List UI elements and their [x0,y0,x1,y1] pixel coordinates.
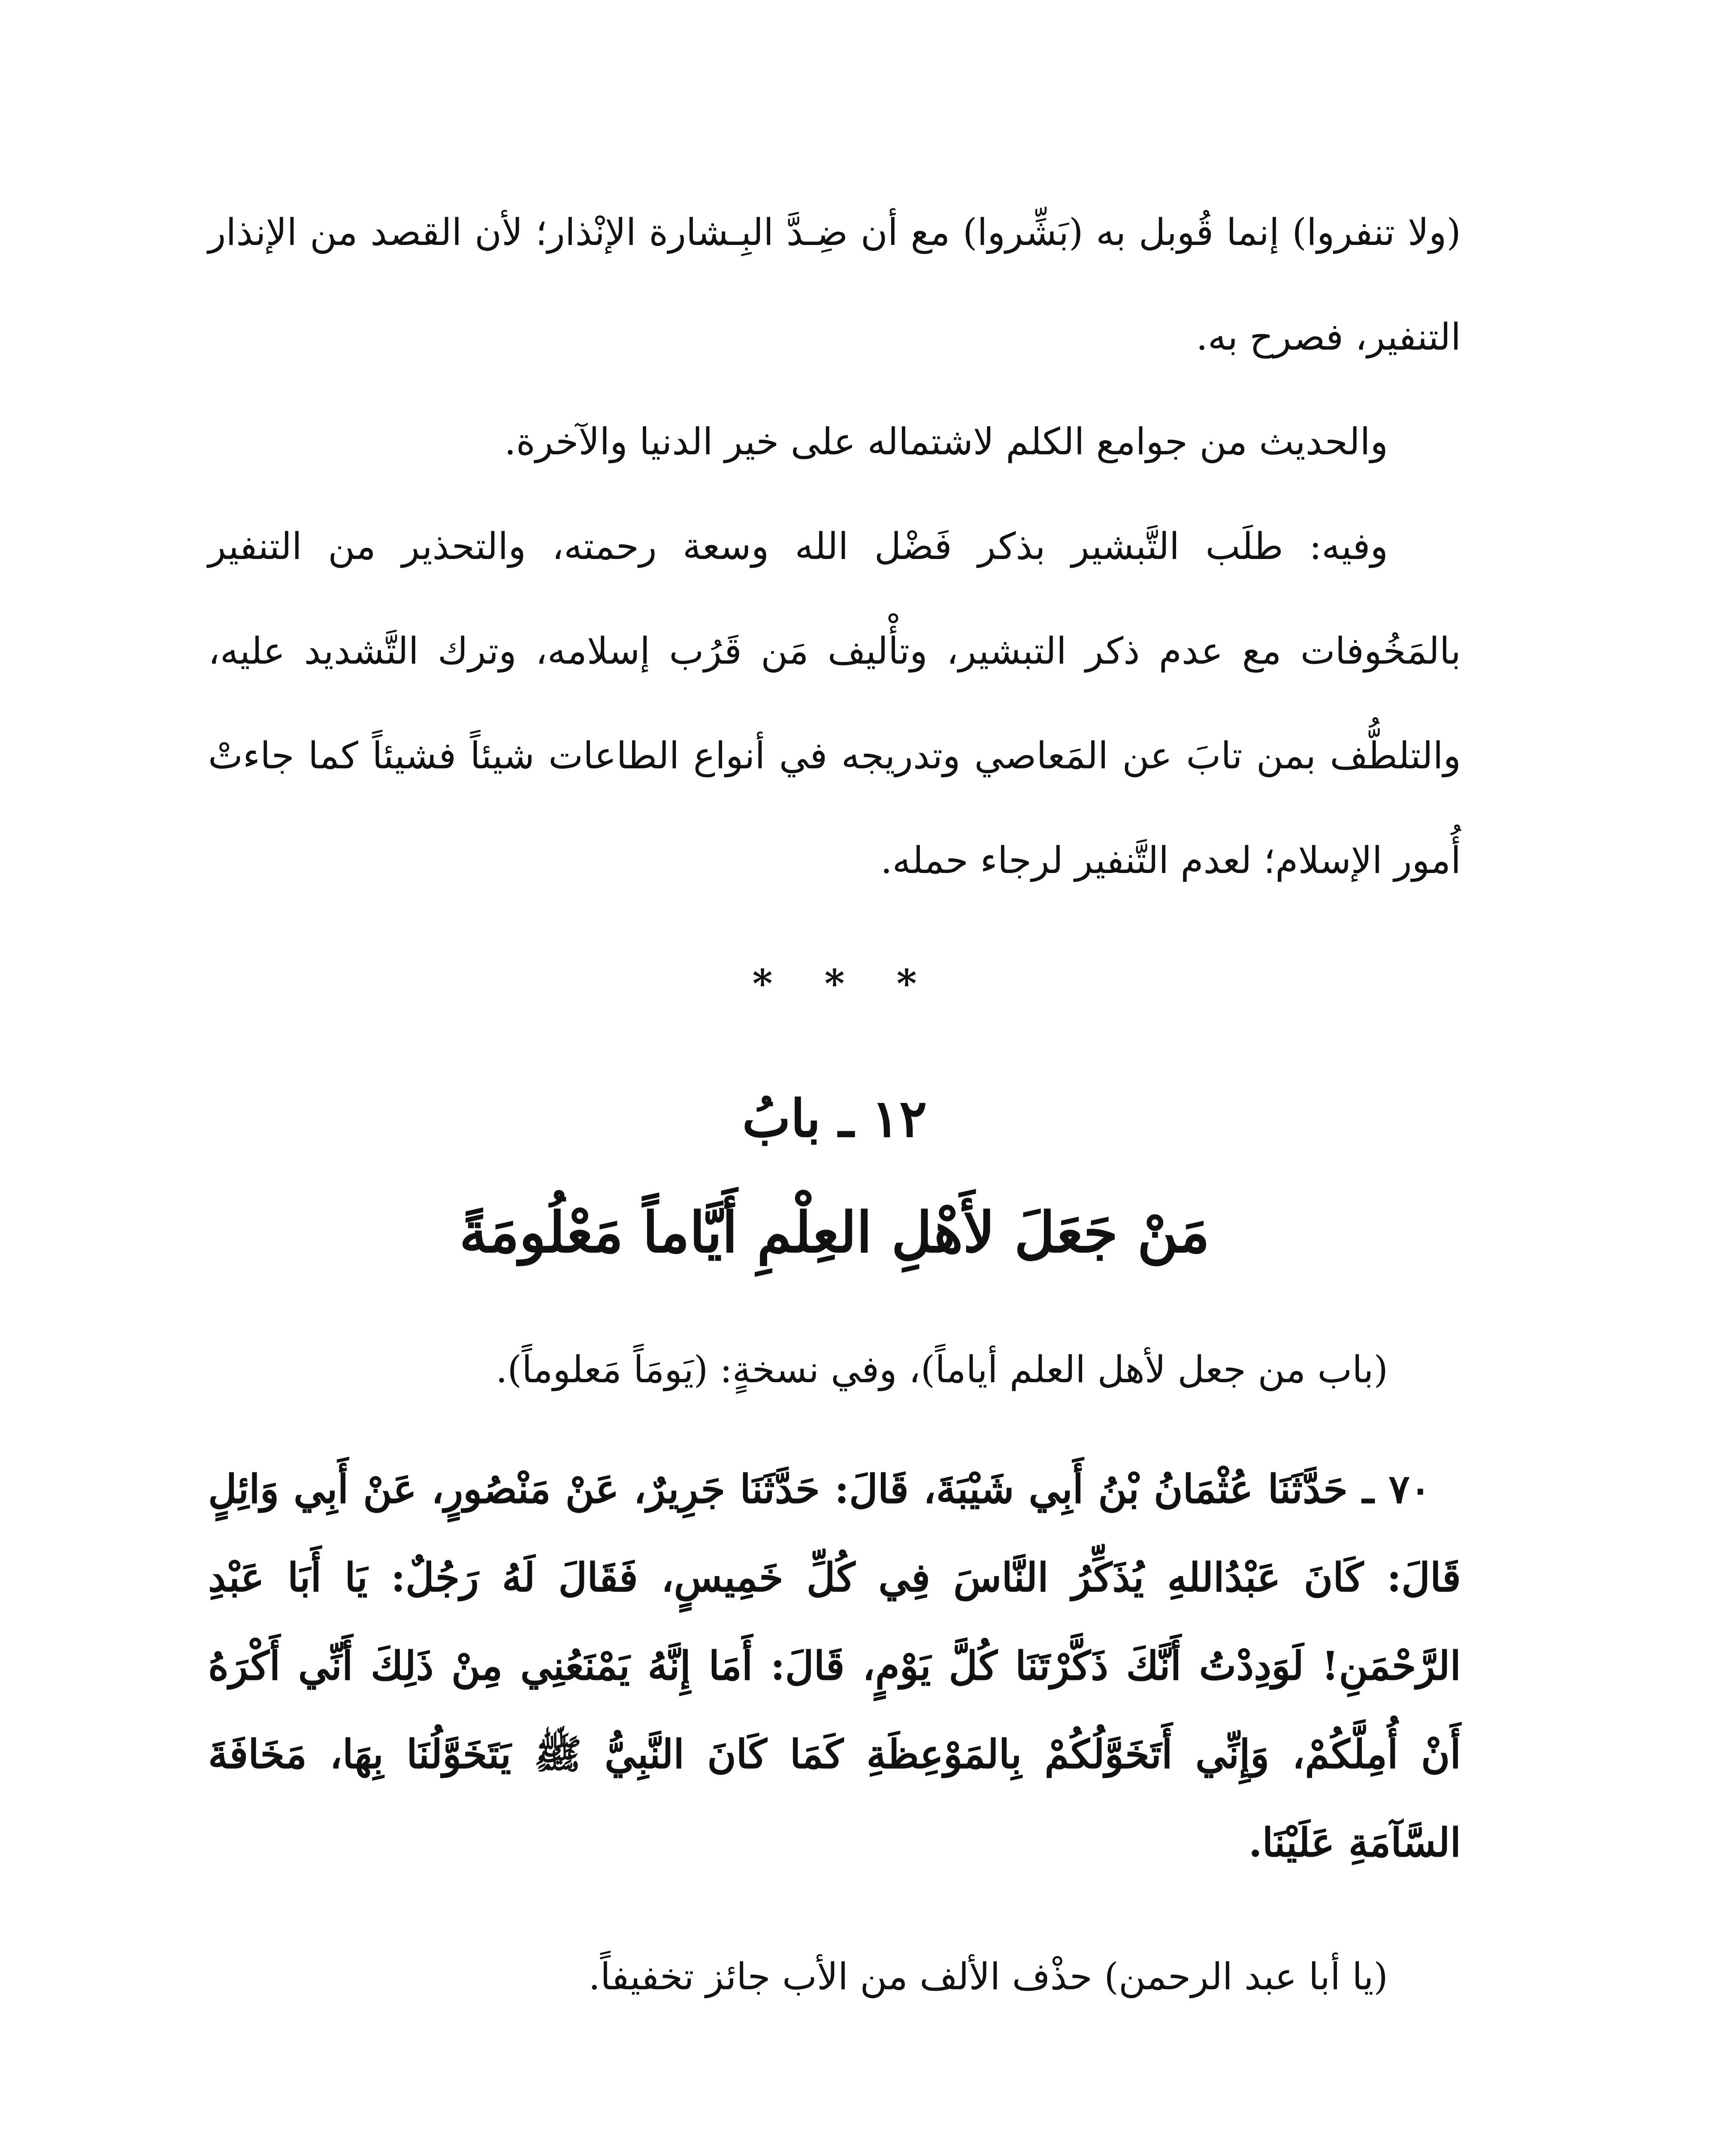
manuscript-variant-note: (باب من جعل لأهل العلم أياماً)، وفي نسخةٍ: (يَومَاً مَعلوماً). [496,1348,1388,1391]
chapter-title: مَنْ جَعَلَ لأَهْلِ العِلْمِ أَيَّاماً مَعْلُومَةً [459,1199,1210,1265]
commentary-paragraph-2: والحديث من جوامع الكلم لاشتماله على خير الدنيا والآخرة. [504,420,1388,463]
separator-star-2: * [824,961,845,1006]
commentary-paragraph-1: (ولا تنفروا) إنما قُوبل به (بَشِّروا) مع أن ضِـدَّ البِـشارة الإنْذار؛ لأن القصد من الإنذار التنفير، فصرح به. [208,211,1461,359]
chapter-number: ١٢ ـ بابُ [742,1088,927,1149]
commentary-paragraph-3: وفيه: طلَب التَّبشير بذكر فَضْل الله وسعة رحمته، والتحذير من التنفير بالمَخُوفات مع عدم ذكر التبشير، وتأْليف مَن قَرُب إسلامه، وترك التَّشديد عليه، والتلطُّف بمن تابَ عن المَعاصي وتدريجه في أنواع الطاعات شيئاً فشيئاً كما جاءتْ أُمور الإسلام؛ لعدم التَّنفير لرجاء حمله. [208,525,1461,882]
hadith-text: ٧٠ ـ حَدَّثَنَا عُثْمَانُ بْنُ أَبِي شَيْبَةَ، قَالَ: حَدَّثَنَا جَرِيرٌ، عَنْ مَنْصُورٍ، عَنْ أَبِي وَائِلٍ قَالَ: كَانَ عَبْدُاللهِ يُذَكِّرُ النَّاسَ فِي كُلِّ خَمِيسٍ، فَقَالَ لَهُ رَجُلٌ: يَا أَبَا عَبْدِ الرَّحْمَنِ! لَوَدِدْتُ أَنَّكَ ذَكَّرْتَنَا كُلَّ يَوْمٍ، قَالَ: أَمَا إِنَّهُ يَمْنَعُنِي مِنْ ذَلِكَ أَنِّي أَكْرَهُ أَنْ أُمِلَّكُمْ، وَإِنِّي أَتَخَوَّلُكُمْ بِالمَوْعِظَةِ كَمَا كَانَ النَّبِيُّ ﷺ يَتَخَوَّلُنَا بِهَا، مَخَافَةَ السَّآمَةِ عَلَيْنَا. [208,1465,1461,1866]
page-content [208,180,1461,2009]
separator-star-3: * [752,961,773,1006]
section-separator [208,947,1461,1020]
separator-star-1: * [896,961,917,1006]
linguistic-note: (يا أبا عبد الرحمن) حذْف الألف من الأب جائز تخفيفاً. [588,1955,1388,1998]
